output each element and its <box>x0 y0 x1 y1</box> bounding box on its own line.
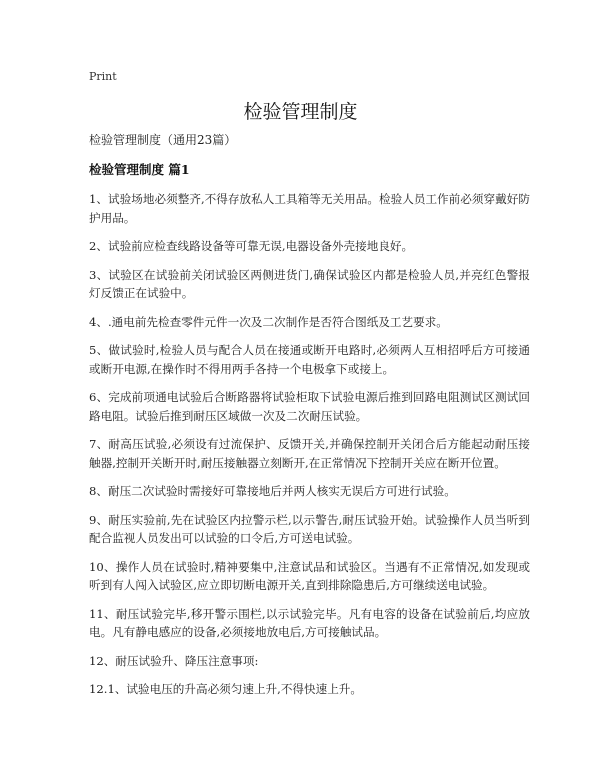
paragraph: 7、耐高压试验,必须设有过流保护、反馈开关,并确保控制开关闭合后方能起动耐压接触器,控制开关断开时,耐压接触器立刻断开,在正常情况下控制开关应在断开位置。 <box>89 437 530 470</box>
paragraph: 9、耐压实验前,先在试验区内拉警示栏,以示警告,耐压试验开始。试验操作人员当听到配合监视人员发出可以试验的口令后,方可送电试验。 <box>89 512 530 545</box>
paragraph: 12.1、试验电压的升高必须匀速上升,不得快速上升。 <box>89 682 362 696</box>
section-heading: 检验管理制度 篇1 <box>89 162 190 177</box>
document-title: 检验管理制度 <box>243 101 358 123</box>
paragraph: 3、试验区在试验前关闭试验区两侧进货门,确保试验区内都是检验人员,并亮红色警报灯反馈正在试验中。 <box>89 267 530 300</box>
paragraph: 5、做试验时,检验人员与配合人员在接通或断开电路时,必须两人互相招呼后方可接通或断开电源,在操作时不得用两手各持一个电极拿下或接上。 <box>89 343 530 376</box>
paragraph: 2、试验前应检查线路设备等可靠无误,电器设备外壳接地良好。 <box>89 239 414 253</box>
paragraph: 12、耐压试验升、降压注意事项: <box>89 653 259 668</box>
paragraph: 11、耐压试验完毕,移开警示围栏,以示试验完毕。凡有电容的设备在试验前后,均应放电。凡有静电感应的设备,必须接地放电后,方可接触试品。 <box>89 606 530 639</box>
paragraph: 8、耐压二次试验时需接好可靠接地后并两人核实无误后方可进行试验。 <box>89 484 456 498</box>
paragraph: 6、完成前项通电试验后合断路器将试验柜取下试验电源后推到回路电阻测试区测试回路电阻。试验后推到耐压区域做一次及二次耐压试验。 <box>89 390 530 423</box>
print-label[interactable]: Print <box>89 70 117 83</box>
paragraph: 1、试验场地必须整齐,不得存放私人工具箱等无关用品。检验人员工作前必须穿戴好防护用品。 <box>89 192 530 225</box>
paragraph: 4、.通电前先检查零件元件一次及二次制作是否符合图纸及工艺要求。 <box>89 314 448 329</box>
paragraph-list <box>89 190 530 699</box>
document-subtitle: 检验管理制度（通用23篇） <box>89 133 237 147</box>
paragraph: 10、操作人员在试验时,精神要集中,注意试品和试验区。当遇有不正常情况,如发现或听到有人闯入试验区,应立即切断电源开关,直到排除隐患后,方可继续送电试验。 <box>89 559 530 592</box>
